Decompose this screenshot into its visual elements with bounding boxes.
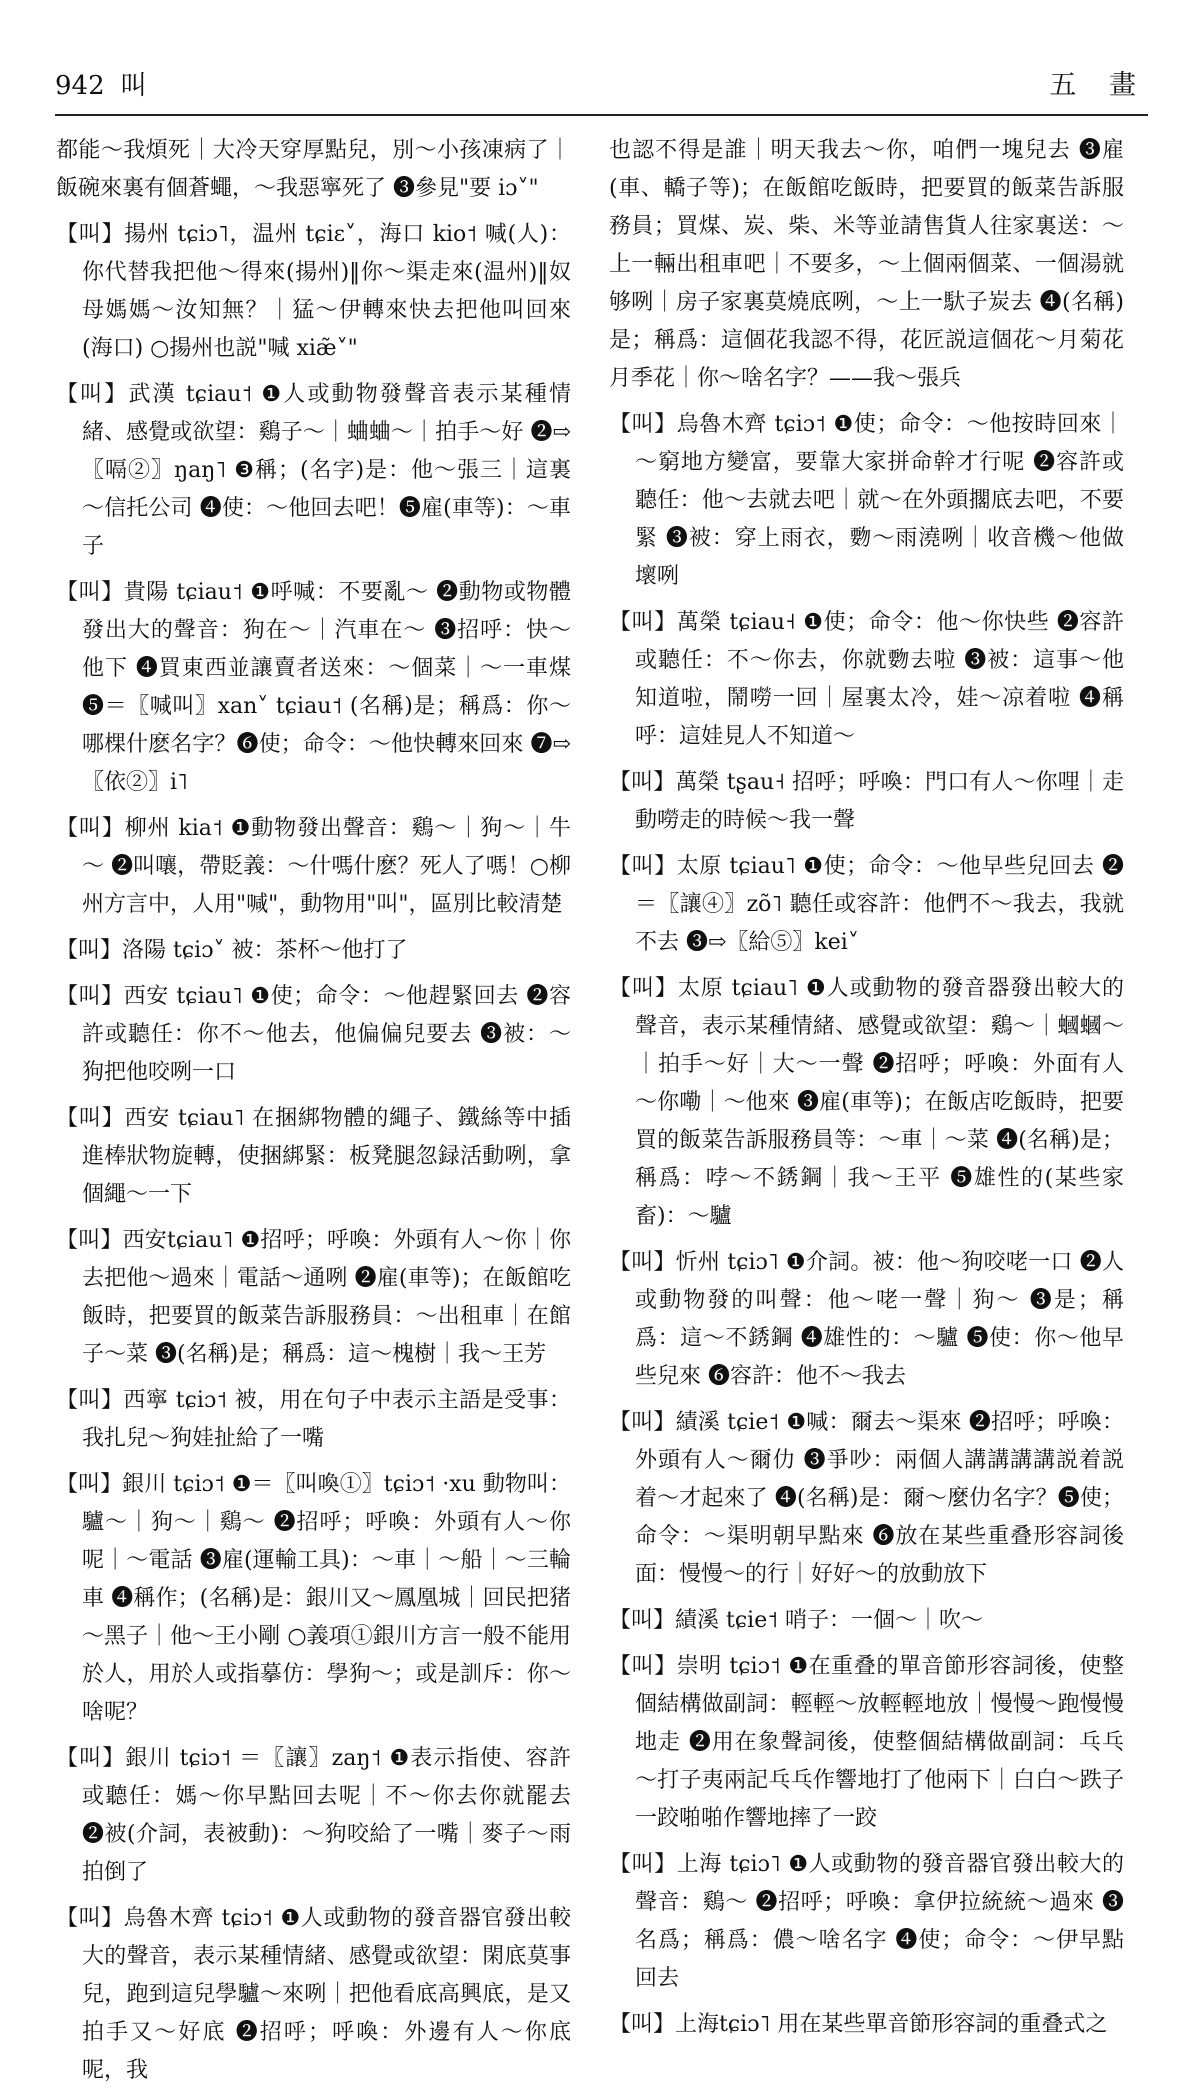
dictionary-entry: 【叫】貴陽 tɕiau˦ ❶呼喊：不要亂～ ❷動物或物體發出大的聲音：狗在～｜汽車在～ ❸招呼：快～他下 ❹買東西並讓賣者送來：～個菜｜～一車煤 ❺＝〖喊叫〗xan˅ tɕiau˦ (名稱)是；稱爲：你～哪棵什麽名字？❻使；命令：～他快轉來回來 ❼⇨〖依②〗i˥ <box>56 580 571 795</box>
header-left <box>55 65 147 102</box>
dictionary-entry: 【叫】崇明 tɕiɔ˦ ❶在重叠的單音節形容詞後，使整個結構做副詞：輕輕～放輕輕地放｜慢慢～跑慢慢地走 ❷用在象聲詞後，使整個結構做副詞：乓乓～打子夷兩記乓乓作響地打了他兩下｜白白～跌子一跤啪啪作響地摔了一跤 <box>609 1654 1124 1831</box>
dictionary-entry: 【叫】洛陽 tɕiɔ˅ 被：茶杯～他打了 <box>56 938 408 963</box>
dictionary-entry: 【叫】西安 tɕiau˥ ❶使；命令：～他趕緊回去 ❷容許或聽任：你不～他去，他偏偏兒要去 ❸被：～狗把他咬咧一口 <box>56 984 571 1085</box>
dictionary-entry: 【叫】武漢 tɕiau˦ ❶人或動物發聲音表示某種情緒、感覺或欲望：鷄子～｜蛐蛐～｜拍手～好 ❷⇨〖嗝②〗ŋaŋ˥ ❸稱；(名字)是：他～張三｜這裏～信托公司 ❹使：～他回去吧！❺雇(車等)：～車子 <box>56 382 571 559</box>
dictionary-entry: 【叫】績溪 tɕie˦ 哨子：一個～｜吹～ <box>609 1608 984 1633</box>
page-number: 942 <box>55 71 105 101</box>
section-title: 五 畫 <box>1049 70 1148 101</box>
dictionary-entry: 也認不得是誰｜明天我去～你，咱們一塊兒去 ❸雇(車、轎子等)；在飯館吃飯時，把要買的飯菜告訴服務員；買煤、炭、柴、米等並請售貨人往家裏送：～上一輛出租車吧｜不要多，～上個兩個菜、一個湯就够咧｜房子家裏莫燒底咧，～上一馱子炭去 ❹(名稱)是；稱爲：這個花我認不得，花匠説這個花～月菊花月季花｜你～啥名字？——我～張兵 <box>609 138 1124 391</box>
dictionary-entry: 【叫】銀川 tɕiɔ˦ ❶＝〖叫喚①〗tɕiɔ˦ ·xu 動物叫：驢～｜狗～｜鷄～ ❷招呼；呼喚：外頭有人～你呢｜～電話 ❸雇(運輸工具)：～車｜～船｜～三輪車 ❹稱作；(名稱)是：銀川又～鳳凰城｜回民把猪～黑子｜他～王小剛 ○義項①銀川方言一般不能用於人，用於人或指摹仿：學狗～；或是訓斥：你～啥呢？ <box>56 1472 571 1725</box>
right-column <box>609 132 1124 2052</box>
dictionary-entry: 【叫】烏魯木齊 tɕiɔ˦ ❶人或動物的發音器官發出較大的聲音，表示某種情緒、感覺或欲望：閑底莫事兒，跑到這兒學驢～來咧｜把他看底高興底，是又拍手又～好底 ❷招呼；呼喚：外邊有人～你底呢，我 <box>56 1906 571 2083</box>
dictionary-entry: 【叫】西安tɕiau˥ ❶招呼；呼喚：外頭有人～你｜你去把他～過來｜電話～通咧 ❷雇(車等)；在飯館吃飯時，把要買的飯菜告訴服務員：～出租車｜在館子～菜 ❸(名稱)是；稱爲：這～槐樹｜我～王芳 <box>56 1228 571 1367</box>
dictionary-entry: 【叫】萬榮 tɕiau˧ ❶使；命令：他～你快些 ❷容許或聽任：不～你去，你就覅去啦 ❸被：這事～他知道啦，鬧嘮一回｜屋裏太冷，娃～凉着啦 ❹稱呼：這娃見人不知道～ <box>609 610 1124 749</box>
dictionary-entry: 【叫】上海tɕiɔ˥ 用在某些單音節形容詞的重叠式之 <box>609 2012 1108 2037</box>
dictionary-entry: 【叫】烏魯木齊 tɕiɔ˦ ❶使；命令：～他按時回來｜～窮地方變富，要靠大家拼命幹才行呢 ❷容許或聽任：他～去就去吧｜就～在外頭擱底去吧，不要緊 ❸被：穿上雨衣，覅～雨澆咧｜收音機～他做壞咧 <box>609 412 1124 589</box>
dictionary-entry: 【叫】績溪 tɕie˦ ❶喊：爾去～渠來 ❷招呼；呼喚：外頭有人～爾仂 ❸爭吵：兩個人講講講講説着説着～才起來了 ❹(名稱)是：爾～麼仂名字？❺使；命令：～渠明朝早點來 ❻放在某些重叠形容詞後面：慢慢～的行｜好好～的放動放下 <box>609 1410 1124 1587</box>
dictionary-entry: 【叫】萬榮 tʂau˧ 招呼；呼喚：門口有人～你哩｜走動嘮走的時候～我一聲 <box>609 770 1124 833</box>
dictionary-entry: 【叫】西寧 tɕiɔ˦ 被，用在句子中表示主語是受事：我扎兒～狗娃扯給了一嘴 <box>56 1388 571 1451</box>
dictionary-entry: 【叫】太原 tɕiau˥ ❶人或動物的發音器發出較大的聲音，表示某種情緒、感覺或欲望：鷄～｜蟈蟈～｜拍手～好｜大～一聲 ❷招呼；呼喚：外面有人～你嘞｜～他來 ❸雇(車等)；在飯店吃飯時，把要買的飯菜告訴服務員等：～車｜～菜 ❹(名稱)是；稱爲：哱～不銹鋼｜我～王平 ❺雄性的(某些家畜)：～驢 <box>609 976 1124 1229</box>
running-headword: 叫 <box>120 71 147 101</box>
dictionary-entry: 【叫】西安 tɕiau˥ 在捆綁物體的繩子、鐵絲等中插進棒狀物旋轉，使捆綁緊：板凳腿忽録活動咧，拿個繩～一下 <box>56 1106 571 1207</box>
dictionary-entry: 【叫】柳州 kia˦ ❶動物發出聲音：鷄～｜狗～｜牛～ ❷叫嚷，帶貶義：～什嗎什麽？死人了嗎！○柳州方言中，人用"喊"，動物用"叫"，區別比較清楚 <box>56 816 571 917</box>
dictionary-entry: 【叫】太原 tɕiau˥ ❶使；命令：～他早些兒回去 ❷＝〖讓④〗zõ˥ 聽任或容許：他們不～我去，我就不去 ❸⇨〖給⑤〗kei˅ <box>609 854 1124 955</box>
dictionary-entry: 都能～我煩死｜大冷天穿厚點兒，別～小孩凍病了｜飯碗來裏有個蒼蠅，～我惡寧死了 ❸參見"要 iɔ˅" <box>56 138 571 201</box>
dictionary-entry: 【叫】忻州 tɕiɔ˥ ❶介詞。被：他～狗咬咾一口 ❷人或動物發的叫聲：他～咾一聲｜狗～ ❸是；稱爲：這～不銹鋼 ❹雄性的：～驢 ❺使：你～他早些兒來 ❻容許：他不～我去 <box>609 1250 1124 1389</box>
dictionary-entry: 【叫】揚州 tɕiɔ˥，温州 tɕiɛ˅，海口 kio˦ 喊(人)：你代替我把他～得來(揚州)‖你～渠走來(温州)‖奴母媽媽～汝知無？｜猛～伊轉來快去把他叫回來(海口) ○揚州也説"喊 xiæ̃˅" <box>56 222 571 361</box>
page-header <box>55 62 1148 116</box>
dictionary-entry: 【叫】銀川 tɕiɔ˦ ＝〖讓〗zaŋ˦ ❶表示指使、容許或聽任：媽～你早點回去呢｜不～你去你就罷去 ❷被(介詞，表被動)：～狗咬給了一嘴｜麥子～雨拍倒了 <box>56 1746 571 1885</box>
left-column <box>56 132 571 2098</box>
dictionary-entry: 【叫】上海 tɕiɔ˥ ❶人或動物的發音器官發出較大的聲音：鷄～ ❷招呼；呼喚：拿伊拉統統～過來 ❸名爲；稱爲：儂～啥名字 ❹使；命令：～伊早點回去 <box>609 1852 1124 1991</box>
